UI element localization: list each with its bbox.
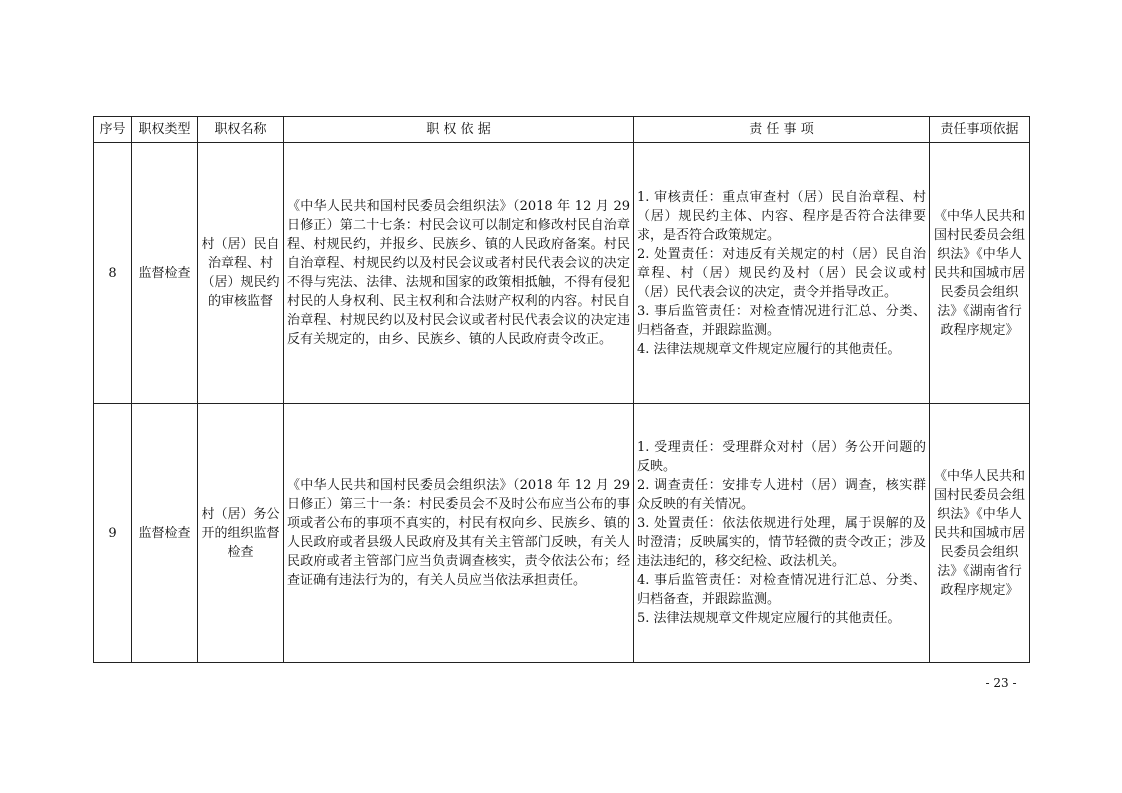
table-row <box>94 143 1030 404</box>
responsibility-table <box>93 116 1030 663</box>
header-name: 职权名称 <box>198 117 284 143</box>
cell-basis: 《中华人民共和国村民委员会组织法》（2018 年 12 月 29 日修正）第三十一条：村民委员会不及时公布应当公布的事项或者公布的事项不真实的，村民有权向乡、民族乡、镇的人民政府或者县级人民政府及其有关主管部门反映，有关人民政府或者主管部门应当负责调查核实，责令依法公布；经查证确有违法行为的，有关人员应当依法承担责任。 <box>284 404 634 663</box>
cell-name: 村（居）民自治章程、村（居）规民约的审核监督 <box>198 143 284 404</box>
resp-item: 1. 审核责任：重点审查村（居）民自治章程、村（居）规民约主体、内容、程序是否符合法律要求，是否符合政策规定。 <box>637 189 926 243</box>
resp-item: 2. 调查责任：安排专人进村（居）调查，核实群众反映的有关情况。 <box>637 478 926 512</box>
cell-type: 监督检查 <box>132 404 198 663</box>
resp-item: 1. 受理责任：受理群众对村（居）务公开问题的反映。 <box>637 440 926 474</box>
cell-resp <box>634 404 930 663</box>
header-seq: 序号 <box>94 117 132 143</box>
cell-resp-basis: 《中华人民共和国村民委员会组织法》《中华人民共和国城市居民委员会组织法》《湖南省行政程序规定》 <box>930 404 1030 663</box>
page-number: - 23 - <box>985 676 1017 690</box>
header-row <box>94 117 1030 143</box>
resp-item: 3. 处置责任：依法依规进行处理，属于误解的及时澄清；反映属实的，情节轻微的责令改正；涉及违法违纪的，移交纪检、政法机关。 <box>637 516 926 569</box>
resp-item: 4. 法律法规规章文件规定应履行的其他责任。 <box>637 341 901 357</box>
table-row <box>94 404 1030 663</box>
cell-resp-basis: 《中华人民共和国村民委员会组织法》《中华人民共和国城市居民委员会组织法》《湖南省行政程序规定》 <box>930 143 1030 404</box>
resp-item: 5. 法律法规规章文件规定应履行的其他责任。 <box>637 611 901 626</box>
header-resp-basis: 责任事项依据 <box>930 117 1030 143</box>
header-type: 职权类型 <box>132 117 198 143</box>
cell-seq: 9 <box>94 404 132 663</box>
header-basis: 职 权 依 据 <box>284 117 634 143</box>
cell-basis: 《中华人民共和国村民委员会组织法》（2018 年 12 月 29 日修正）第二十七条：村民会议可以制定和修改村民自治章程、村规民约，并报乡、民族乡、镇的人民政府备案。村民自治章程、村规民约以及村民会议或者村民代表会议的决定不得与宪法、法律、法规和国家的政策相抵触，不得有侵犯村民的人身权利、民主权利和合法财产权利的内容。村民自治章程、村规民约以及村民会议或者村民代表会议的决定违反有关规定的，由乡、民族乡、镇的人民政府责令改正。 <box>284 143 634 404</box>
resp-item: 3. 事后监管责任：对检查情况进行汇总、分类、归档备查，并跟踪监测。 <box>637 303 926 338</box>
resp-item: 4. 事后监管责任：对检查情况进行汇总、分类、归档备查，并跟踪监测。 <box>637 573 926 607</box>
header-resp: 责 任 事 项 <box>634 117 930 143</box>
cell-seq: 8 <box>94 143 132 404</box>
resp-item: 2. 处置责任：对违反有关规定的村（居）民自治章程、村（居）规民约及村（居）民会议或村（居）民代表会议的决定，责令并指导改正。 <box>637 246 926 300</box>
cell-type: 监督检查 <box>132 143 198 404</box>
cell-name: 村（居）务公开的组织监督检查 <box>198 404 284 663</box>
cell-resp <box>634 143 930 404</box>
